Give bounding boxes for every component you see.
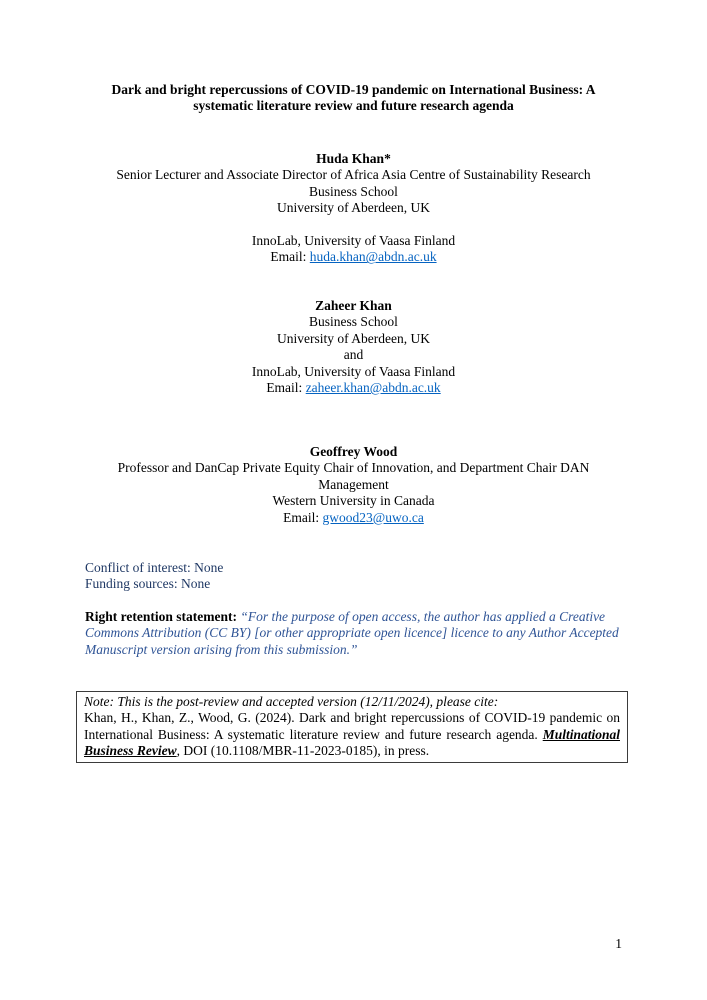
retention-quote: “For the purpose of open access, the author has applied a Creative Commons Attribution (CC BY) [or other appropriate open licence] licence to any Author Accepted Manuscript version arising from this submission.” [85,609,619,657]
affiliation-line: InnoLab, University of Vaasa Finland [251,233,456,249]
conflict-statement: Conflict of interest: None [85,560,224,575]
affiliation-line: InnoLab, University of Vaasa Finland [251,363,456,379]
page-number: 1 [615,936,622,951]
author-block-geoffrey-wood [85,444,622,526]
funding-statement: Funding sources: None [85,576,211,592]
email-link[interactable]: huda.khan@abdn.ac.uk [309,249,437,265]
citation-text [84,710,620,759]
affiliation-line: Senior Lecturer and Associate Director of Africa Asia Centre of Sustainability Research [116,167,591,183]
citation-prefix: Khan, H., Khan, Z., Wood, G. (2024). Dark and bright repercussions of COVID-19 pandemic on International Business: A systematic literature review and future research agenda. [84,710,620,742]
author-block-zaheer-khan [85,298,622,396]
email-label: Email: [283,509,323,525]
email-line [85,510,622,526]
author-name: Zaheer Khan [315,298,392,313]
affiliation-line: and [343,347,364,363]
paper-title: Dark and bright repercussions of COVID-19 pandemic on International Business: A systematic literature review and future research agenda [111,82,596,114]
affiliation-line: Business School [309,183,398,199]
email-link[interactable]: zaheer.khan@abdn.ac.uk [305,380,441,396]
disclosure-statements [85,560,622,593]
citation-suffix: , DOI (10.1108/MBR-11-2023-0185), in press. [176,743,430,759]
retention-statement [85,609,622,658]
affiliation-line: University of Aberdeen, UK [277,200,430,216]
citation-note-box [76,691,628,763]
email-label: Email: [270,249,310,265]
journal-name: Multinational Business Review [84,726,620,759]
email-line [85,380,622,396]
author-name: Huda Khan* [316,151,391,166]
email-label: Email: [266,380,306,396]
email-link[interactable]: gwood23@uwo.ca [322,509,424,525]
affiliation-line: Western University in Canada [272,493,435,509]
author-block-huda-khan [85,151,622,266]
affiliation-line: University of Aberdeen, UK [277,330,430,346]
email-line [85,249,622,265]
author-name: Geoffrey Wood [309,444,398,459]
note-line: Note: This is the post-review and accepted version (12/11/2024), please cite: [84,694,499,709]
affiliation-line: Business School [309,314,398,330]
blank-line [85,217,622,233]
affiliation-line: Professor and DanCap Private Equity Chair of Innovation, and Department Chair DAN Management [117,460,590,492]
retention-label: Right retention statement: [85,609,241,624]
